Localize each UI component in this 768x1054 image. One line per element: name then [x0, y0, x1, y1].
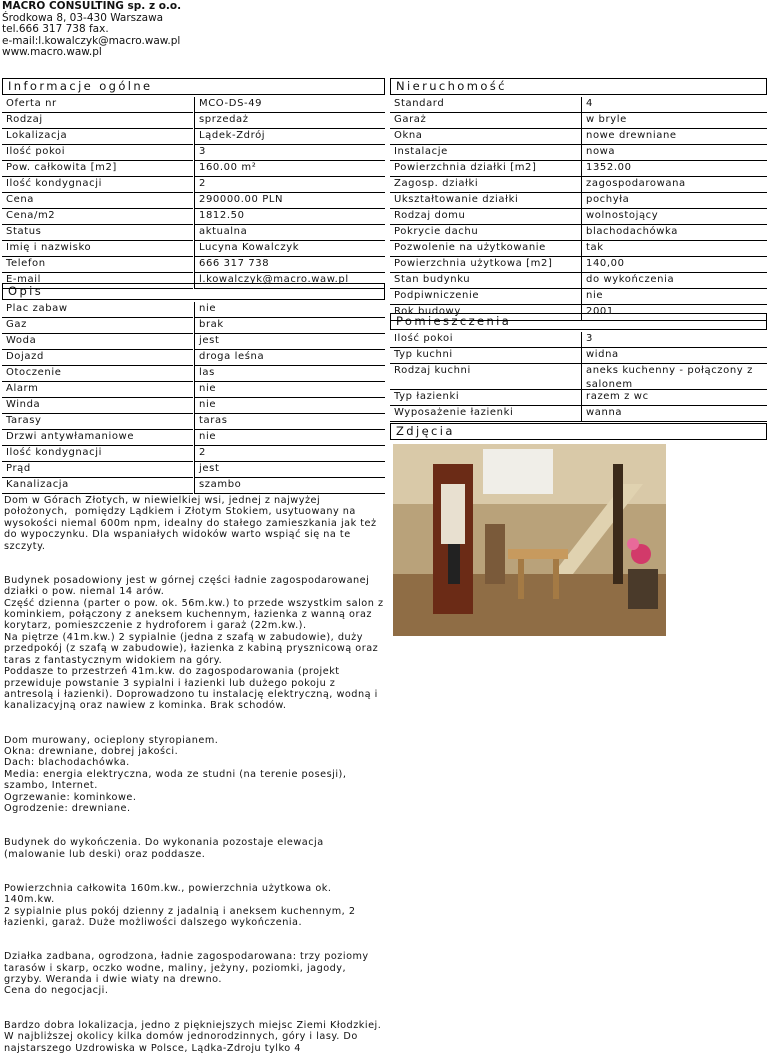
opis-row — [2, 414, 385, 430]
opis-label: Winda — [2, 398, 193, 414]
nieruchomosc-value: 140,00 — [581, 257, 767, 273]
opis-value: jest — [194, 462, 385, 478]
info-row — [2, 225, 385, 241]
opis-label: Gaz — [2, 318, 193, 334]
info-row — [2, 161, 385, 177]
info-label: Lokalizacja — [2, 129, 193, 145]
opis-row — [2, 318, 385, 334]
nieruchomosc-row — [390, 209, 767, 225]
pomieszczenia-value: widna — [581, 348, 767, 364]
nieruchomosc-row — [390, 257, 767, 273]
nieruchomosc-value: wolnostojący — [581, 209, 767, 225]
opis-value: nie — [194, 398, 385, 414]
company-email: e-mail:l.kowalczyk@macro.waw.pl — [2, 34, 181, 47]
property-photo — [393, 444, 666, 636]
nieruchomosc-row — [390, 113, 767, 129]
property-description: Dom w Górach Złotych, w niewielkiej wsi, jednej z najwyżej położonych, pomiędzy Lądkiem i Złotym Stokiem, usytuowany na wysokości niemal 600m npm, idealny do stałego zamieszkania jak też do wypoczynku. Dla wspaniałych widoków warto wspiąć się na te szczyty. Budynek posadowiony jest w górnej części ładnie zagospodarowanej działki o pow. niemal 14 arów. Część dzienna (parter o pow. ok. 56m.kw.) to przede wszystkim salon z kominkiem, połączony z aneksem kuchennym, łazienka z wanną oraz korytarz, pomieszczenie z hydroforem i garaż (22m.kw.). Na piętrze (41m.kw.) 2 sypialnie (jedna z szafą w zabudowie), duży przedpokój (z szafą w zabudowie), łazienka z kabiną prysznicową oraz taras z fantastycznym widokiem na góry. Poddasze to przestrzeń 41m.kw. do zagospodarowania (projekt przewiduje powstanie 3 sypialni i łazienki lub dużego pokoju z antresolą i łazienki). Doprowadzono tu instalację elektryczną, wodną i kanalizacyjną oraz nawiew z kominka. Brak schodów. Dom murowany, ocieplony styropianem. Okna: drewniane, dobrej jakości. Dach: blachodachówka. Media: energia elektryczna, woda ze studni (na terenie posesji), szambo, Internet. Ogrzewanie: kominkowe. Ogrodzenie: drewniane. Budynek do wykończenia. Do wykonania pozostaje elewacja (malowanie lub deski) oraz poddasze. Powierzchnia całkowita 160m.kw., powierzchnia użytkowa ok. 140m.kw. 2 sypialnie plus pokój dzienny z jadalnią i aneksem kuchennym, 2 łazienki, garaż. Duże możliwości dalszego wykończenia. Działka zadbana, ogrodzona, ładnie zagospodarowana: trzy poziomy tarasów i skarp, oczko wodne, maliny, jeżyny, poziomki, jagody, grzyby. Weranda i dwie wiaty na drewno. Cena do negocjacji. Bardzo dobra lokalizacja, jedno z piękniejszych miejsc Ziemi Kłodzkiej. W najbliższej okolicy kilka domów jednorodzinnych, góry i lasy. Do najstarszego Uzdrowiska w Polsce, Lądka-Zdroju tylko 4 — [4, 495, 384, 1054]
opis-label: Woda — [2, 334, 193, 350]
pomieszczenia-label: Typ kuchni — [390, 348, 581, 364]
info-value: MCO-DS-49 — [194, 97, 385, 113]
nieruchomosc-row — [390, 225, 767, 241]
opis-label: Dojazd — [2, 350, 193, 366]
nieruchomosc-value: nowe drewniane — [581, 129, 767, 145]
info-value: Lądek-Zdrój — [194, 129, 385, 145]
nieruchomosc-row — [390, 241, 767, 257]
nieruchomosc-row — [390, 273, 767, 289]
company-phone: tel.666 317 738 fax. — [2, 23, 109, 35]
pomieszczenia-row — [390, 364, 767, 390]
opis-row — [2, 398, 385, 414]
info-value: 3 — [194, 145, 385, 161]
opis-label: Plac zabaw — [2, 302, 193, 318]
nieruchomosc-label: Pozwolenie na użytkowanie — [390, 241, 581, 257]
nieruchomosc-value: 4 — [581, 97, 767, 113]
info-row — [2, 193, 385, 209]
nieruchomosc-value: blachodachówka — [581, 225, 767, 241]
pomieszczenia-row — [390, 406, 767, 422]
info-row — [2, 113, 385, 129]
info-label: Ilość kondygnacji — [2, 177, 193, 193]
opis-value: taras — [194, 414, 385, 430]
nieruchomosc-label: Garaż — [390, 113, 581, 129]
opis-label: Otoczenie — [2, 366, 193, 382]
opis-label: Kanalizacja — [2, 478, 193, 494]
nieruchomosc-value: nowa — [581, 145, 767, 161]
section-zdjecia: Zdjęcia — [390, 423, 767, 440]
opis-row — [2, 430, 385, 446]
nieruchomosc-value: 1352.00 — [581, 161, 767, 177]
nieruchomosc-value: w bryle — [581, 113, 767, 129]
opis-value: szambo — [194, 478, 385, 494]
nieruchomosc-value: nie — [581, 289, 767, 305]
section-informacje-ogolne: Informacje ogólne — [2, 78, 385, 95]
opis-row — [2, 382, 385, 398]
pomieszczenia-label: Ilość pokoi — [390, 332, 581, 348]
nieruchomosc-label: Standard — [390, 97, 581, 113]
pomieszczenia-row — [390, 390, 767, 406]
info-value: aktualna — [194, 225, 385, 241]
info-label: Cena/m2 — [2, 209, 193, 225]
opis-value: 2 — [194, 446, 385, 462]
nieruchomosc-label: Okna — [390, 129, 581, 145]
info-value: Lucyna Kowalczyk — [194, 241, 385, 257]
nieruchomosc-label: Instalacje — [390, 145, 581, 161]
opis-label: Drzwi antywłamaniowe — [2, 430, 193, 446]
opis-row — [2, 366, 385, 382]
pomieszczenia-value: razem z wc — [581, 390, 767, 406]
nieruchomosc-label: Powierzchnia działki [m2] — [390, 161, 581, 177]
nieruchomosc-value: zagospodarowana — [581, 177, 767, 193]
nieruchomosc-label: Pokrycie dachu — [390, 225, 581, 241]
info-label: Cena — [2, 193, 193, 209]
info-row — [2, 273, 385, 289]
info-label: Imię i nazwisko — [2, 241, 193, 257]
nieruchomosc-label: Rok budowy — [390, 305, 581, 321]
opis-value: brak — [194, 318, 385, 334]
opis-row — [2, 334, 385, 350]
opis-row — [2, 478, 385, 494]
info-row — [2, 145, 385, 161]
nieruchomosc-row — [390, 193, 767, 209]
nieruchomosc-label: Rodzaj domu — [390, 209, 581, 225]
info-value: 160.00 m² — [194, 161, 385, 177]
section-opis: Opis — [2, 283, 385, 300]
pomieszczenia-row — [390, 332, 767, 348]
agency-header — [2, 1, 181, 59]
nieruchomosc-label: Powierzchnia użytkowa [m2] — [390, 257, 581, 273]
info-value: 1812.50 — [194, 209, 385, 225]
nieruchomosc-row — [390, 97, 767, 113]
info-value: 666 317 738 — [194, 257, 385, 273]
section-nieruchomosc: Nieruchomość — [390, 78, 767, 95]
pomieszczenia-label: Typ łazienki — [390, 390, 581, 406]
info-label: Oferta nr — [2, 97, 193, 113]
nieruchomosc-value: tak — [581, 241, 767, 257]
info-row — [2, 209, 385, 225]
pomieszczenia-value: aneks kuchenny - połączony z salonem — [581, 364, 767, 390]
nieruchomosc-label: Zagosp. działki — [390, 177, 581, 193]
pomieszczenia-label: Wyposażenie łazienki — [390, 406, 581, 422]
info-row — [2, 257, 385, 273]
info-label: Rodzaj — [2, 113, 193, 129]
section-pomieszczenia: Pomieszczenia — [390, 313, 767, 330]
nieruchomosc-label: Stan budynku — [390, 273, 581, 289]
pomieszczenia-row — [390, 348, 767, 364]
nieruchomosc-label: Ukształtowanie działki — [390, 193, 581, 209]
nieruchomosc-row — [390, 145, 767, 161]
info-value: sprzedaż — [194, 113, 385, 129]
info-label: Telefon — [2, 257, 193, 273]
info-row — [2, 97, 385, 113]
info-value: 290000.00 PLN — [194, 193, 385, 209]
opis-row — [2, 462, 385, 478]
nieruchomosc-value: do wykończenia — [581, 273, 767, 289]
opis-label: Prąd — [2, 462, 193, 478]
opis-value: nie — [194, 382, 385, 398]
nieruchomosc-row — [390, 177, 767, 193]
opis-row — [2, 446, 385, 462]
nieruchomosc-value: pochyła — [581, 193, 767, 209]
opis-row — [2, 302, 385, 318]
opis-label: Alarm — [2, 382, 193, 398]
info-value: l.kowalczyk@macro.waw.pl — [194, 273, 385, 289]
opis-label: Ilość kondygnacji — [2, 446, 193, 462]
opis-value: nie — [194, 430, 385, 446]
nieruchomosc-row — [390, 129, 767, 145]
opis-value: jest — [194, 334, 385, 350]
nieruchomosc-row — [390, 305, 767, 321]
company-address: Środkowa 8, 03-430 Warszawa — [2, 11, 164, 24]
opis-value: las — [194, 366, 385, 382]
info-row — [2, 177, 385, 193]
info-value: 2 — [194, 177, 385, 193]
opis-row — [2, 350, 385, 366]
info-label: E-mail — [2, 273, 193, 289]
opis-label: Tarasy — [2, 414, 193, 430]
info-row — [2, 129, 385, 145]
info-label: Pow. całkowita [m2] — [2, 161, 193, 177]
pomieszczenia-value: wanna — [581, 406, 767, 422]
info-label: Ilość pokoi — [2, 145, 193, 161]
pomieszczenia-value: 3 — [581, 332, 767, 348]
company-name: MACRO CONSULTING sp. z o.o. — [2, 0, 182, 12]
opis-value: droga leśna — [194, 350, 385, 366]
nieruchomosc-row — [390, 161, 767, 177]
info-row — [2, 241, 385, 257]
company-www[interactable]: www.macro.waw.pl — [2, 46, 102, 58]
opis-value: nie — [194, 302, 385, 318]
pomieszczenia-label: Rodzaj kuchni — [390, 364, 581, 390]
info-label: Status — [2, 225, 193, 241]
nieruchomosc-row — [390, 289, 767, 305]
nieruchomosc-value: 2001 — [581, 305, 767, 321]
nieruchomosc-label: Podpiwniczenie — [390, 289, 581, 305]
